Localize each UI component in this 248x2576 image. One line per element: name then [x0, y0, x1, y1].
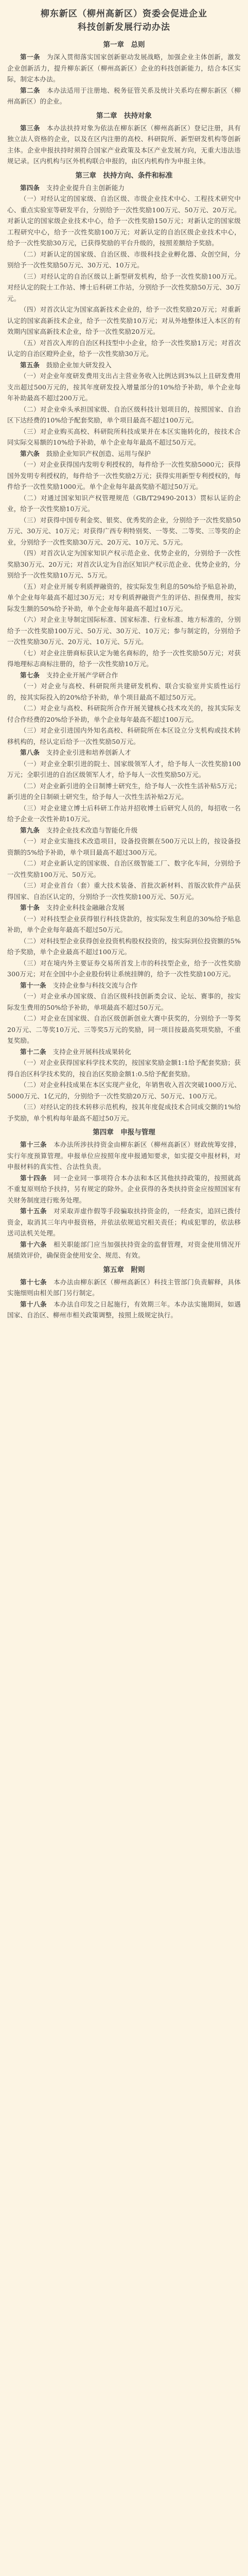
article-text: 本办法扶持对象为依法在柳东新区（柳州高新区）登记注册，具有独立法人资格的企业，以及在区内注册的高校、科研院所、新型研发机构等创新主体。企业申报扶持时须符合国家产业政策及本区产业发展方向，无重大违法违规记录。区内机构与区外机构联合申报的，由区内机构作为申报主体。	[7, 124, 241, 165]
article-text: 支持企业提升自主创新能力	[46, 183, 125, 192]
article-number: 第四条	[20, 183, 46, 192]
clause-paragraph: （七）对企业注册商标获认定为驰名商标的，给予一次性奖励50万元；对获得地理标志商标注册的，给予一次性奖励10万元。	[7, 649, 241, 668]
article-number: 第十四条	[20, 1174, 54, 1182]
article-number: 第七条	[20, 671, 46, 679]
article-text: 支持企业开展科技成果转化	[52, 1047, 131, 1056]
clause-paragraph: （三）对获得中国专利金奖、银奖、优秀奖的企业，分别给予一次性奖励50万元、30万元、10万元；对获得广西专利特别奖、一等奖、二等奖、三等奖的企业，分别给予一次性奖励30万元、20万元、10万元、5万元。	[7, 516, 241, 546]
chapter-heading: 第三章 扶持方向、条件和标准	[75, 171, 173, 180]
article-number: 第九条	[20, 826, 46, 834]
clause-paragraph: （一）对企业实施技术改造项目，设备投资额在500万元以上的，按设备投资额的5%给予补助，单个项目最高不超过300万元。	[7, 837, 241, 856]
article-paragraph	[7, 52, 241, 85]
article-text: 鼓励企业知识产权创造、运用与保护	[46, 449, 151, 457]
chapter-heading: 第一章 总则	[103, 41, 145, 49]
clause-paragraph: （三）对经认定的自治区级以上新型研发机构，给予一次性奖励100万元。对经认定的院士工作站、博士后科研工作站，分别给予一次性奖励50万元、30万元。	[7, 272, 241, 302]
article-text: 同一企业同一事项符合本办法和本区其他扶持政策的，按照就高不重复原则给予扶持，另有规定的除外。企业获得的各类扶持资金应按照国家有关财务制度进行账务处理。	[7, 1174, 241, 1204]
article-number: 第十六条	[20, 1240, 54, 1248]
article-text: 本办法由柳东新区（柳州高新区）科技主管部门负责解释，具体实施细则由相关部门另行制定。	[7, 1278, 241, 1297]
clause-paragraph: （一）对企业获得国家科学技术奖的，按国家奖励金额1:1给予配套奖励；获得自治区科学技术奖的，按自治区奖励金额1:0.5给予配套奖励。	[7, 1059, 241, 1078]
article-text: 本办法适用于注册地、税务征管关系及统计关系均在柳东新区（柳州高新区）的企业。	[7, 86, 241, 105]
article-paragraph	[7, 980, 241, 991]
article-number: 第二条	[20, 86, 47, 94]
clause-paragraph: （一）对企业获得国内发明专利授权的，每件给予一次性奖励5000元；获得国外发明专利授权的，每件给予一次性奖励2万元；获得实用新型专利授权的，每件给予一次性奖励1000元。单个企业每年最高奖励不超过50万元。	[7, 461, 241, 490]
chapter-heading: 第四章 申报与管理	[93, 1128, 155, 1137]
clause-paragraph: （二）对企业与高校、科研院所合作开展关键核心技术攻关的，按其实际支付合作经费的20%给予补助，单个企业每年最高不超过100万元。	[7, 704, 241, 723]
article-text: 相关职能部门应当加强扶持资金的监督管理，对资金使用情况开展绩效评价，确保资金使用安全、规范、有效。	[7, 1240, 241, 1259]
clause-paragraph: （二）对企业新引进的全日制博士研究生，给予每人一次性生活补贴5万元；新引进的全日制硕士研究生，给予每人一次性生活补贴2万元。	[7, 782, 241, 801]
article-paragraph	[7, 1239, 241, 1261]
article-text: 鼓励企业加大研发投入	[46, 361, 112, 369]
clause-paragraph: （三）对企业引进国内外知名高校、科研院所在本区设立分支机构或技术转移机构的，经认定后给予一次性奖励50万元。	[7, 726, 241, 745]
clause-paragraph: （一）对经认定的国家级、自治区级、市级企业技术中心、工程技术研究中心、重点实验室等研发平台，分别给予一次性奖励100万元、50万元、20万元。对新认定的国家级企业技术中心，给予一次性奖励150万元；对新认定的国家级工程研究中心，给予一次性奖励100万元；对新认定的自治区级企业技术中心，给予一次性奖励30万元，已获得奖励的平台升级的，按照差额给予奖励。	[7, 195, 241, 247]
clause-paragraph: （二）对通过国家知识产权管理规范（GB/T29490-2013）贯标认证的企业，给予一次性奖励10万元。	[7, 494, 241, 513]
article-text: 本办法自印发之日起施行，有效期三年。本办法实施期间，如遇国家、自治区、柳州市相关政策调整，按照上级规定执行。	[7, 1300, 241, 1319]
article-text: 本办法所涉扶持资金由柳东新区（柳州高新区）财政统筹安排，实行年度预算管理。申报单位应按照年度申报通知要求，如实提交申报材料，对申报材料的真实性、合法性负责。	[7, 1141, 241, 1171]
article-number: 第十一条	[20, 981, 53, 989]
clause-paragraph: （四）对首次认定为国家高新技术企业的，给予一次性奖励20万元；对重新认定的国家高新技术企业，给予一次性奖励10万元；对从外地整体迁入本区的有效期内国家高新技术企业，给予一次性奖励20万元。	[7, 306, 241, 335]
title-line-2: 科技创新发展行动办法	[78, 22, 170, 32]
article-number: 第十七条	[20, 1278, 54, 1286]
article-text: 支持企业引进和培养创新人才	[46, 749, 131, 756]
title-line-1: 柳东新区（柳州高新区）资委会促进企业	[41, 9, 207, 19]
article-paragraph	[7, 1206, 241, 1239]
clause-paragraph: （二）对企业牵头承担国家级、自治区级科技计划项目的，按照国家、自治区下达经费的10%给予配套奖励，单个项目最高不超过100万元。	[7, 405, 241, 424]
document-body	[7, 39, 241, 1321]
article-text: 支持企业参与科技交流与合作	[52, 981, 138, 989]
clause-paragraph: （六）对企业主导制定国际标准、国家标准、行业标准、地方标准的，分别给予一次性奖励100万元、50万元、30万元、10万元；参与制定的，分别给予一次性奖励30万元、20万元、10万元、5万元。	[7, 616, 241, 646]
chapter-heading: 第二章 扶持对象	[96, 111, 152, 120]
clause-paragraph: （一）对科技型企业获得银行科技贷款的，按实际发生利息的30%给予贴息补助，单个企业每年最高不超过50万元。	[7, 914, 241, 934]
clause-paragraph: （二）对新认定的国家级、自治区级、市级科技企业孵化器、众创空间，分别给予一次性奖励50万元、30万元、10万元。	[7, 250, 241, 269]
article-number: 第一条	[20, 53, 47, 61]
article-paragraph	[7, 448, 241, 460]
article-number: 第五条	[20, 361, 46, 369]
article-number: 第十三条	[20, 1141, 54, 1148]
clause-paragraph: （一）对企业全职引进的院士、国家级领军人才，给予每人一次性奖励100万元；全职引进的自治区级领军人才，给予每人一次性奖励50万元。	[7, 759, 241, 778]
article-paragraph	[7, 85, 241, 107]
article-paragraph	[7, 123, 241, 167]
article-number: 第十五条	[20, 1207, 54, 1215]
clause-paragraph: （三）对企业首台（套）重大技术装备、首批次新材料、首版次软件产品获得国家、自治区认定的，分别给予一次性奖励100万元、50万元。	[7, 882, 241, 901]
article-paragraph	[7, 902, 241, 913]
clause-paragraph: （二）对科技型企业获得创业投资机构股权投资的，按实际到位投资额的5%给予奖励，单个企业最高不超过100万元。	[7, 937, 241, 956]
clause-paragraph: （三）对企业购买高校、科研院所科技成果并在本区实施转化的，按技术合同实际交易额的10%给予补助，单个企业每年最高不超过50万元。	[7, 427, 241, 446]
article-paragraph	[7, 360, 241, 371]
article-number: 第十条	[20, 904, 46, 911]
clause-paragraph: （一）对企业与高校、科研院所共建研发机构、联合实验室并实质性运行的，按其实际投入的20%给予补助，单个项目最高不超过50万元。	[7, 682, 241, 701]
clause-paragraph: （一）对企业承办国家级、自治区级科技创新类会议、论坛、赛事的，按实际发生费用的50%给予补助，单项最高不超过50万元。	[7, 992, 241, 1011]
article-paragraph	[7, 825, 241, 836]
article-number: 第六条	[20, 449, 46, 457]
clause-paragraph: （二）对企业在国家级、自治区级创新创业大赛中获奖的，分别给予一等奖20万元、二等奖10万元、三等奖5万元的奖励，同一项目按最高奖项奖励，不重复奖励。	[7, 1014, 241, 1044]
article-text: 对采取弄虚作假等手段骗取扶持资金的，一经查实，追回已拨付资金，取消其三年内申报资格，并依法依规追究相关责任；构成犯罪的，依法移送司法机关处理。	[7, 1207, 241, 1237]
clause-paragraph: （五）对企业开展专利质押融资的，按实际发生利息的50%给予贴息补助，单个企业每年最高不超过30万元；对专利质押融资产生的评估、担保费用，按实际发生额的50%给予补助，单个企业每年最高不超过10万元。	[7, 582, 241, 613]
article-number: 第十八条	[20, 1300, 54, 1308]
article-paragraph	[7, 1046, 241, 1058]
clause-paragraph: （四）对首次认定为国家知识产权示范企业、优势企业的，分别给予一次性奖励30万元、20万元；对首次认定为自治区知识产权示范企业、优势企业的，分别给予一次性奖励10万元、5万元。	[7, 549, 241, 579]
article-text: 为深入贯彻落实国家创新驱动发展战略，加强企业主体创新，激发企业创新活力，提升柳东新区（柳州高新区）企业的科技创新能力，结合本区实际，制定本办法。	[7, 53, 241, 83]
article-paragraph	[7, 670, 241, 681]
article-text: 支持企业科技金融融合发展	[46, 904, 125, 911]
clause-paragraph: （一）对企业年度研发费用支出占主营业务收入比例达到3%以上且研发费用支出超过500万元的，按其年度研发投入增量部分的10%给予补助，单个企业每年补助最高不超过200万元。	[7, 372, 241, 402]
article-number: 第八条	[20, 749, 46, 756]
article-text: 支持企业开展产学研合作	[46, 671, 118, 679]
clause-paragraph: （二）对企业新认定的国家级、自治区级智能工厂、数字化车间，分别给予一次性奖励100万元、50万元。	[7, 859, 241, 878]
article-number: 第三条	[20, 124, 47, 132]
document-title	[7, 7, 241, 34]
article-paragraph	[7, 747, 241, 758]
article-number: 第十二条	[20, 1047, 53, 1056]
article-paragraph	[7, 1173, 241, 1206]
article-paragraph	[7, 182, 241, 194]
article-paragraph	[7, 1277, 241, 1299]
clause-paragraph: （三）对企业建立博士后科研工作站并招收博士后研究人员的，每招收一名给予企业一次性补助10万元。	[7, 804, 241, 823]
article-text: 支持企业技术改造与智能化升级	[46, 826, 138, 834]
clause-paragraph: （五）对首次入库的自治区科技型中小企业，给予一次性奖励1万元；对首次认定的自治区瞪羚企业，给予一次性奖励30万元。	[7, 338, 241, 358]
clause-paragraph: （三）对在境内外主要证券交易所首发上市的科技型企业，给予一次性奖励300万元；对在全国中小企业股份转让系统挂牌的，给予一次性奖励100万元。	[7, 959, 241, 978]
article-paragraph	[7, 1139, 241, 1173]
chapter-heading: 第五章 附则	[103, 1265, 145, 1274]
clause-paragraph: （二）对企业科技成果在本区实现产业化，年销售收入首次突破1000万元、5000万元、1亿元的，分别给予一次性奖励20万元、50万元、100万元。	[7, 1081, 241, 1100]
article-paragraph	[7, 1299, 241, 1321]
clause-paragraph: （三）对经认定的技术转移示范机构，按其年度促成技术合同成交额的1%给予奖励，单个机构每年最高不超过50万元。	[7, 1103, 241, 1122]
